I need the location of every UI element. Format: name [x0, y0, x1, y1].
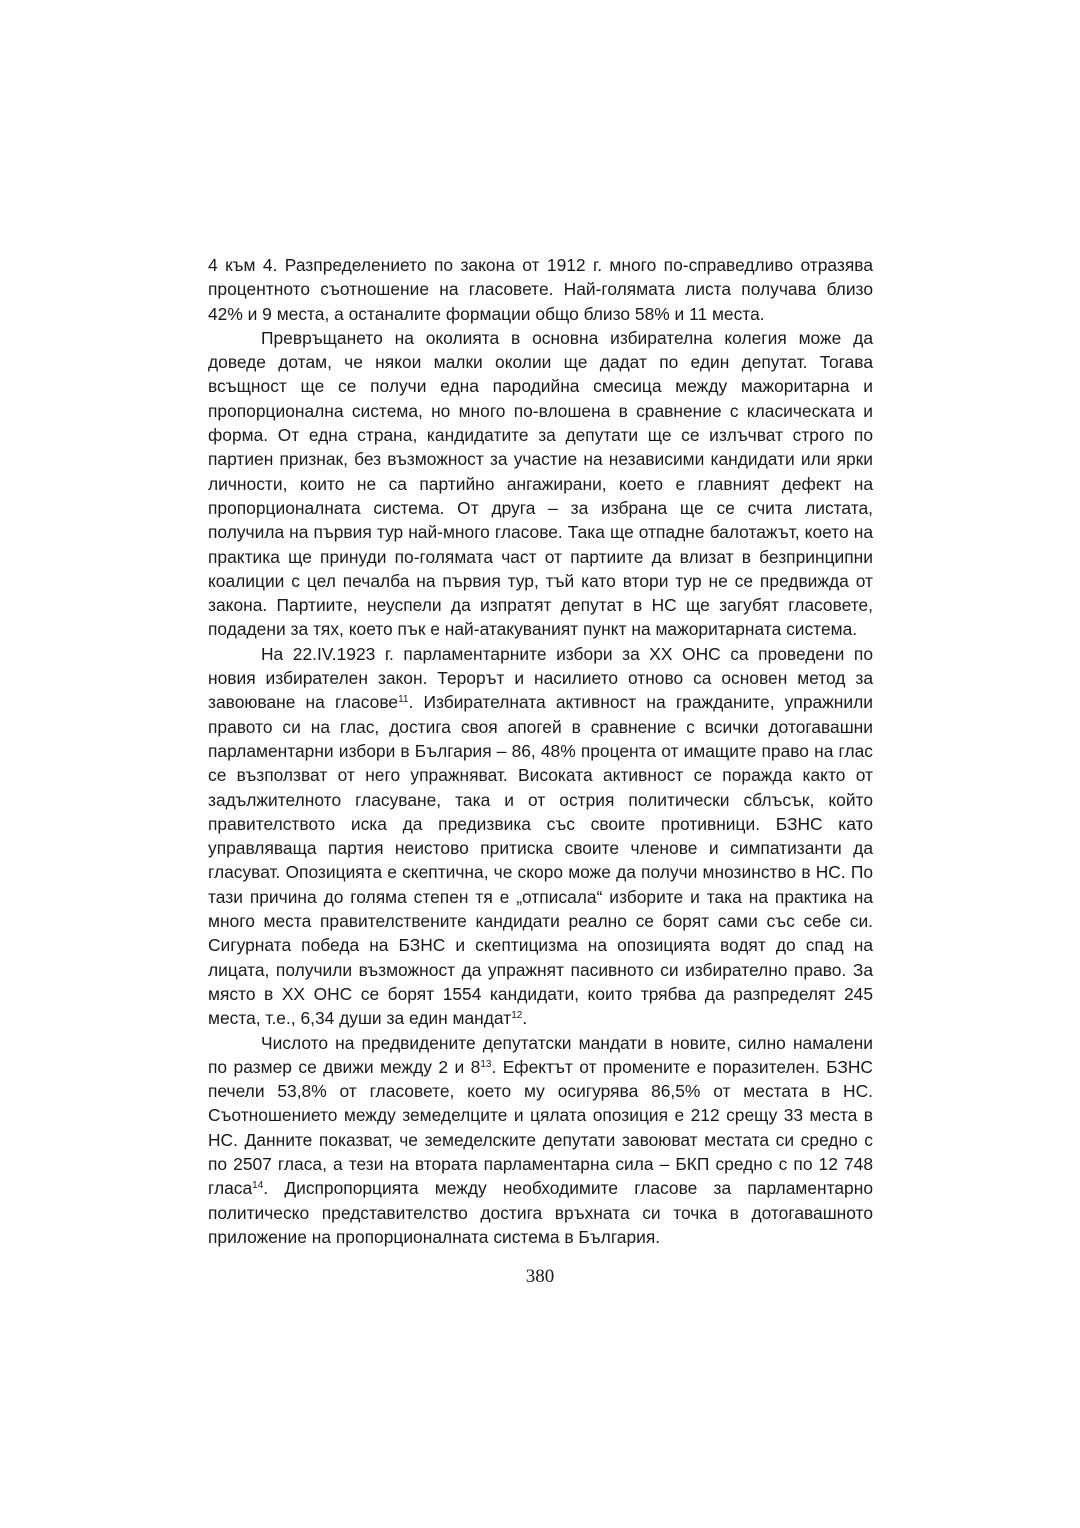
- footnote-reference: 11: [398, 694, 409, 706]
- paragraph-text: 4 към 4. Разпределението по закона от 1912 г. много по-справедливо отразява процентното съотношение на гласовете. Най-голямата листа получава близо 42% и 9 места, а останалите формации общо близо 58% и 11 места.: [208, 255, 873, 324]
- paragraph-text: . Диспропорцията между необходимите гласове за парламентарно политическо представителство достига връхната си точка в дотогавашното приложение на пропорционалната система в България.: [208, 1178, 873, 1247]
- paragraph: [208, 253, 873, 326]
- paragraph: [208, 326, 873, 642]
- body-text: [208, 253, 873, 1249]
- paragraph-text: Превръщането на околията в основна избирателна колегия може да доведе дотам, че някои малки околии ще дадат по един депутат. Тогава всъщност ще се получи една пародийна смесица между мажоритарна и пропорционална система, но много по-влошена в сравнение с класическата и форма. От една страна, кандидатите за депутати ще се излъчват строго по партиен признак, без възможност за участие на независими кандидати или ярки личности, които не са партийно ангажирани, което е главният дефект на пропорционалната система. От друга – за избрана ще се счита листата, получила на първия тур най-много гласове. Така ще отпадне балотажът, което на практика ще принуди по-голямата част от партиите да влизат в безпринципни коалиции с цел печалба на първия тур, тъй като втори тур не се предвижда от закона. Партиите, неуспели да изпратят депутат в НС ще загубят гласовете, подадени за тях, което пък е най-атакуваният пункт на мажоритарната система.: [208, 327, 873, 640]
- paragraph: [208, 642, 873, 1031]
- footnote-reference: 14: [252, 1180, 264, 1192]
- paragraph: [208, 1031, 873, 1250]
- paragraph-text: .: [522, 1008, 528, 1029]
- page-number: 380: [525, 1266, 555, 1287]
- paragraph-text: . Ефектът от промените е поразителен. БЗНС печели 53,8% от гласовете, което му осигурява 86,5% от местата в НС. Съотношението между земеделците и цялата опозиция е 212 срещу 33 места в НС. Данните показват, че земеделските депутати завоюват местата си средно с по 2507 гласа, а тези на втората парламентарна сила – БКП средно с по 12 748 гласа: [208, 1056, 873, 1199]
- paragraph-text: На 22.IV.1923 г. парламентарните избори за XX ОНС са проведени по новия избирателен закон. Терорът и насилието отново са основен метод за завоюване на гласове: [208, 643, 873, 713]
- paragraph-text: Числото на предвидените депутатски мандати в новите, силно намалени по размер се движи между 2 и 8: [208, 1032, 873, 1077]
- footnote-reference: 13: [480, 1058, 492, 1070]
- footnote-reference: 12: [511, 1010, 523, 1022]
- paragraph-text: . Избирателната активност на гражданите, упражнили правото си на глас, достига своя апогей в сравнение с всички дотогавашни парламентарни избори в България – 86, 48% процента от имащите право на глас се възползват от него упражняват. Високата активност се поражда както от задължителното гласуване, така и от острия политически сблъсък, който правителството иска да предизвика със своите противници. БЗНС като управляваща партия неистово притиска своите членове и симпатизанти да гласуват. Опозицията е скептична, че скоро може да получи мнозинство в НС. По тази причина до голяма степен тя е „отписала“ изборите и така на практика на много места правителствените кандидати реално се борят сами със себе си. Сигурната победа на БЗНС и скептицизма на опозицията водят до спад на лицата, получили възможност да упражнят пасивното си избирателно право. За място в XX ОНС се борят 1554 кандидати, които трябва да разпределят 245 места, т.е., 6,34 души за един мандат: [208, 692, 873, 1029]
